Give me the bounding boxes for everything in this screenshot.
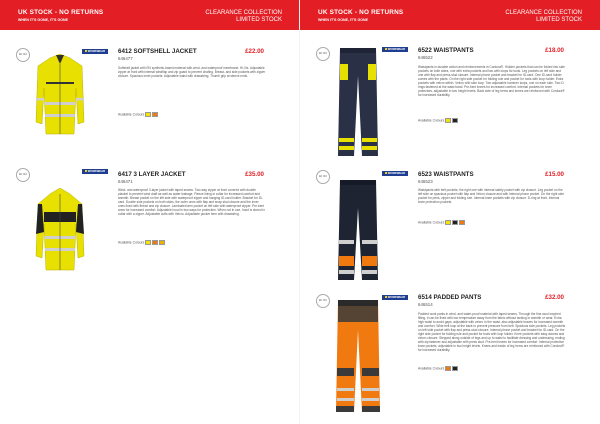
- hivis-badge-icon: EN ISO: [316, 294, 330, 308]
- product-code: 646471: [118, 179, 133, 184]
- product-price: £22.00: [245, 48, 264, 55]
- product-price: £18.00: [545, 47, 564, 54]
- product-price: £32.00: [545, 294, 564, 301]
- banner-collection: CLEARANCE COLLECTION: [505, 10, 582, 16]
- product-code: 646522: [418, 55, 433, 60]
- colour-swatch: [445, 366, 451, 371]
- product-code: 646523: [418, 179, 433, 184]
- colour-swatch: [152, 112, 158, 117]
- colour-swatch: [445, 118, 451, 123]
- three-layer-jacket-image: [34, 188, 86, 276]
- banner-limited: LIMITED STOCK: [236, 17, 282, 23]
- product-description: Softshell jacket with EN synthetic-based material with wind- and waterproof membrane. Hi-Vis. Adjustable zipper at front with internal windflap and zip guard to prevent chafing. Breast- and side pockets with zipper closure. Spacious inner pockets. Adjustable waist with drawstring. Thumb grip at sleeve ends.: [118, 66, 266, 78]
- brand-tag: WORKWEAR: [82, 49, 108, 54]
- product-6417: [0, 160, 300, 280]
- available-colours: Available Colours: [118, 112, 158, 117]
- product-price: £35.00: [245, 171, 264, 178]
- colour-swatch: [452, 366, 458, 371]
- product-6412: [0, 40, 300, 150]
- hivis-badge-icon: EN ISO: [16, 48, 30, 62]
- banner-collection: CLEARANCE COLLECTION: [205, 10, 282, 16]
- product-title: 6412 SOFTSHELL JACKET: [118, 48, 197, 55]
- banner-subline: WHEN IT'S GONE, IT'S GONE: [318, 18, 369, 22]
- banner-limited: LIMITED STOCK: [536, 17, 582, 23]
- product-description: Waistpants with belt pockets, the right one with internal safety pocket with zip closure. Leg pocket on the left side on spacious pocket with flap and Velcro closure and with internal phone pocket. On the right side pocket for pens, zipper and folding rule. Internal knee pockets with zip closure. D-ring at front. Internal knee protection pockets.: [418, 188, 564, 204]
- hivis-badge-icon: EN ISO: [316, 47, 330, 61]
- softshell-jacket-image: [34, 52, 86, 140]
- product-title: 6523 WAISTPANTS: [418, 171, 474, 178]
- product-code: 646514: [418, 302, 433, 307]
- waistpants-6522-image: [336, 46, 388, 158]
- colour-swatch: [145, 112, 151, 117]
- product-6523: [300, 162, 600, 282]
- available-colours: Available Colours: [118, 240, 165, 245]
- padded-pants-image: [334, 298, 386, 414]
- colour-swatch: [445, 220, 451, 225]
- product-title: 6514 PADDED PANTS: [418, 294, 482, 301]
- brand-tag: WORKWEAR: [382, 171, 408, 176]
- available-colours: Available Colours: [418, 366, 458, 371]
- product-title: 6417 3 LAYER JACKET: [118, 171, 186, 178]
- banner-left: [0, 0, 300, 30]
- colour-swatch: [452, 118, 458, 123]
- colour-swatch: [159, 240, 165, 245]
- colour-swatch: [459, 220, 465, 225]
- banner-headline: UK STOCK - NO RETURNS: [318, 9, 404, 16]
- waistpants-6523-image: [336, 178, 388, 282]
- banner-right: [300, 0, 600, 30]
- product-6514: [300, 286, 600, 418]
- banner-subline: WHEN IT'S GONE, IT'S GONE: [18, 18, 69, 22]
- available-colours: Available Colours: [418, 220, 465, 225]
- brand-tag: WORKWEAR: [82, 169, 108, 174]
- hivis-badge-icon: EN ISO: [316, 170, 330, 184]
- colour-swatch: [152, 240, 158, 245]
- brand-tag: WORKWEAR: [382, 295, 408, 300]
- catalogue-page-right: [300, 0, 600, 424]
- product-price: £15.00: [545, 171, 564, 178]
- colour-swatch: [452, 220, 458, 225]
- hivis-badge-icon: EN ISO: [16, 168, 30, 182]
- banner-headline: UK STOCK - NO RETURNS: [18, 9, 104, 16]
- product-description: Wind- and waterproof 3-layer jacket with taped seams. Two-way zipper at front covered with double placket to prevent wind draft as well as water leakage. Fleece lining in collar for increased comfort and warmth. Breast pocket on the left side with waterproof zipper and hanging ID-card holder. Bracket for ID-card. Double side pockets on both sides, the outer ones with flap and snap stud closure and the inner ones lined with fleece and zip closure. Laminated arm pocket on left side with waterproof zipper. Pre-bent arms for increased comfort. Adjustable hood in two ways for protection. When not in use, hood is stored in collar with a zipper. Adjustable cuffs with Velcro. Adjustable pocket hem with drawstring.: [118, 188, 265, 216]
- colour-swatch: [145, 240, 151, 245]
- available-colours: Available Colours: [418, 118, 458, 123]
- product-description: Padded work pants in wind- and water-proof material with taped seams. Through the fine wool inspired filling, it can be fixed with low temperature away from the fabric without lacking in warmth or wear. Extra high waist to avoid gaps, adjustable with velcro in the waist, also adjustable braces for increased warmth and comfort. Wide belt loop at the back to prevent pressure from belt. Spacious side pockets. Leg pockets on left side pocket with flap and press-stud closure. Internal phone pocket and bracket for ID-card. On the right side pocket for folding rule and pocket for tools with loop holder. Knee pockets with easy access and velcro closure. Stepped along outside of legs and up to waist to facilitate dressing and undressing, ending with zip fastener and adjustable with press stud. Pre-bent knees for increased comfort. Internal protective knee pockets, adjustable in two height levels. Knees and inside of leg hems are reinforced with Cordura® for increased durability.: [418, 312, 566, 352]
- product-6522: [300, 38, 600, 158]
- product-title: 6522 WAISTPANTS: [418, 47, 474, 54]
- product-description: Waistpants in durable cotton and reinforcements in Cordura®. Hidden pockets that can be folded into side pockets on both sides, one with extra pockets and two with loops for tools. Leg pockets on left side and one with flap and press-stud closure. Internal phone pocket and bracket for ID-card. One ID-card holder comes with the pants. On the right side pocket for folding rule and pocket for tools with loop holder. Extra pockets with velcro within. Velcro with side loop. Two adjustable hammer loops, one on each side. Two D-rings fastened at the waist band. Pre-bent knees for increased comfort. Internal pockets for knee protectors, adjustable in two height levels. Back side of leg hems and knees are reinforced with Cordura® for increased durability.: [418, 65, 565, 97]
- brand-tag: WORKWEAR: [382, 47, 408, 52]
- product-code: 646477: [118, 56, 133, 61]
